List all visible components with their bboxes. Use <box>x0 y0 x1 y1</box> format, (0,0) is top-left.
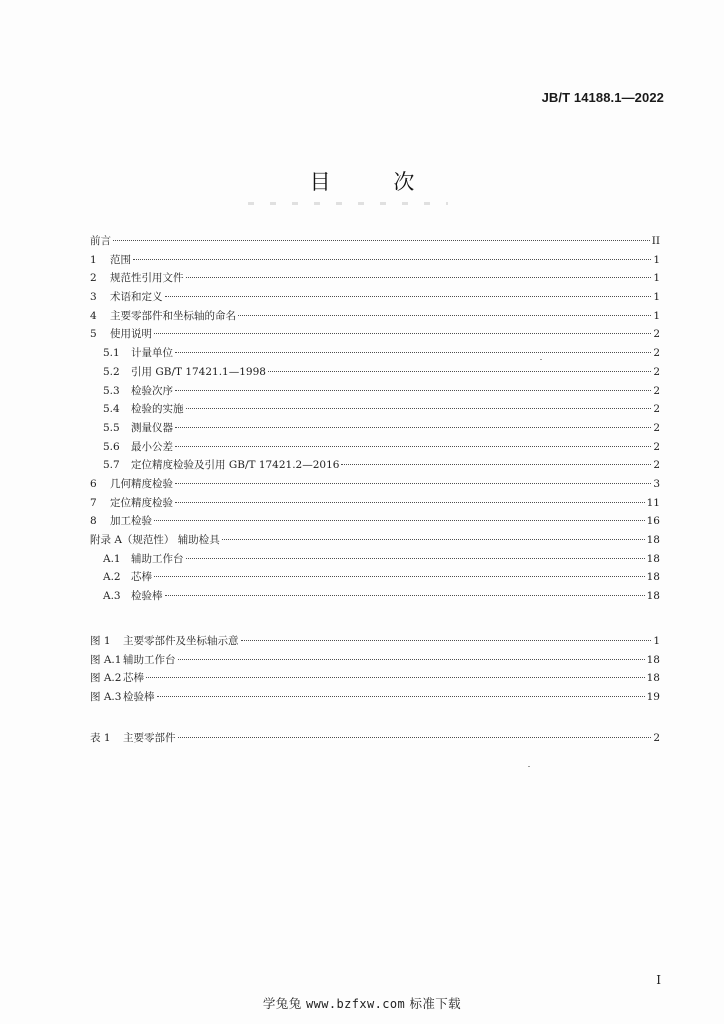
dot-leader <box>178 736 652 738</box>
toc-entry-text: 主要零部件 <box>123 732 176 744</box>
scan-speck <box>528 766 530 767</box>
toc-entry-text: 定位精度检验 <box>110 496 173 509</box>
toc-entry-page: 2 <box>653 732 660 744</box>
toc-entry-text: 使用说明 <box>110 328 152 341</box>
dot-leader <box>146 676 645 678</box>
toc-entry-label <box>90 632 239 651</box>
toc-entry-label <box>90 729 176 748</box>
dot-leader <box>241 639 652 641</box>
toc-entry-page: 19 <box>646 691 660 704</box>
dot-leader <box>186 557 645 559</box>
toc-entry-label: 前言 <box>90 235 111 247</box>
toc-entry-text: 检验的实施 <box>131 403 184 416</box>
toc-entry-label <box>90 288 163 307</box>
toc-entry-label <box>90 494 173 513</box>
dot-leader <box>238 314 651 316</box>
dot-leader <box>165 594 645 596</box>
toc-entry-machining-test[interactable] <box>90 512 660 531</box>
dot-leader <box>341 463 651 465</box>
toc-entry-terms[interactable] <box>90 288 660 307</box>
toc-entry-text: 计量单位 <box>131 347 173 360</box>
toc-entry-text: 主要零部件和坐标轴的命名 <box>110 309 236 322</box>
dot-leader <box>175 501 645 503</box>
toc-entry-label <box>90 363 266 382</box>
toc-entry-page: 1 <box>653 635 660 647</box>
toc-entry-page: 2 <box>653 365 660 378</box>
toc-entry-number: 2 <box>90 272 97 285</box>
toc-entry-page: 2 <box>653 459 660 472</box>
dot-leader <box>133 258 651 260</box>
toc-entry-label <box>90 651 176 670</box>
dot-leader <box>186 407 652 409</box>
toc-entry-5-5[interactable] <box>90 419 660 438</box>
toc-entry-5-1[interactable] <box>90 344 660 363</box>
toc-entry-number: 8 <box>90 515 97 528</box>
toc-entry-page: 2 <box>653 347 660 360</box>
dot-leader <box>165 295 652 297</box>
dot-leader <box>154 575 645 577</box>
toc-figure-list <box>90 632 660 707</box>
toc-entry-components-naming[interactable] <box>90 307 660 326</box>
toc-entry-page: 18 <box>646 552 660 565</box>
toc-entry-label <box>90 568 152 587</box>
toc-entry-number: 5 <box>90 328 97 341</box>
toc-figure-a-3[interactable] <box>90 688 660 707</box>
toc-entry-text: 范围 <box>110 253 131 266</box>
toc-entry-label <box>90 307 236 326</box>
toc-entry-number: 图 A.1 <box>90 653 122 666</box>
dot-leader <box>175 445 651 447</box>
toc-entry-text: 引用 GB/T 17421.1—1998 <box>131 365 266 378</box>
toc-table-1[interactable] <box>90 729 660 748</box>
toc-entry-label <box>90 587 163 606</box>
toc-entry-number: 4 <box>90 309 97 322</box>
toc-entry-text: 规范性引用文件 <box>110 272 184 285</box>
watermark-suffix: 标准下载 <box>409 996 462 1011</box>
toc-entry-page: 2 <box>653 421 660 434</box>
dot-leader <box>222 538 645 540</box>
toc-entry-label <box>90 400 184 419</box>
toc-entry-page: 1 <box>653 272 660 285</box>
toc-entry-text: 芯棒 <box>131 571 152 584</box>
toc-entry-label <box>90 512 152 531</box>
toc-entry-number: 1 <box>90 253 97 266</box>
toc-entry-page: 18 <box>646 571 660 584</box>
toc-entry-text: 最小公差 <box>131 440 173 453</box>
toc-entry-page: 3 <box>653 477 660 490</box>
toc-entry-page: 2 <box>653 328 660 341</box>
toc-entry-number: 5.6 <box>103 440 120 453</box>
toc-entry-label <box>90 475 173 494</box>
toc-entry-label <box>90 688 155 707</box>
toc-entry-5-6[interactable] <box>90 438 660 457</box>
toc-entry-number: A.2 <box>103 571 121 584</box>
toc-title: 目 次 <box>309 170 443 194</box>
toc-entry-page: 1 <box>653 291 660 304</box>
toc-entry-text: 加工检验 <box>110 515 152 528</box>
toc-entry-foreword[interactable] <box>90 232 660 251</box>
toc-entry-normative-references[interactable] <box>90 269 660 288</box>
toc-entry-label <box>90 251 131 270</box>
toc-entry-a-2[interactable] <box>90 568 660 587</box>
dot-leader <box>178 658 645 660</box>
toc-entry-label <box>90 419 173 438</box>
toc-entry-label <box>90 456 339 475</box>
toc-entry-page: 18 <box>646 590 660 603</box>
toc-entry-scope[interactable] <box>90 251 660 270</box>
toc-entry-number: 3 <box>90 291 97 304</box>
toc-entry-text: 芯棒 <box>123 672 144 685</box>
watermark <box>0 994 724 1012</box>
toc-entry-text: 检验棒 <box>131 590 163 603</box>
toc-entry-page: 16 <box>646 515 660 528</box>
dot-leader <box>154 519 645 521</box>
dot-leader <box>175 426 651 428</box>
toc-entry-number: 5.4 <box>103 403 120 416</box>
toc-table-list <box>90 729 660 748</box>
toc-entry-text: 主要零部件及坐标轴示意 <box>123 635 239 647</box>
dot-leader <box>175 482 651 484</box>
watermark-url: www.bzfxw.com <box>305 997 406 1011</box>
toc-entry-number: 5.2 <box>103 365 120 378</box>
toc-entry-5-7[interactable] <box>90 456 660 475</box>
toc-entry-page: 18 <box>646 653 660 666</box>
toc-entry-page: 18 <box>646 534 660 546</box>
toc-entry-text: 几何精度检验 <box>110 477 173 490</box>
toc-entry-number: 6 <box>90 477 97 490</box>
toc-entry-page: 1 <box>653 253 660 266</box>
toc-entry-page: 2 <box>653 384 660 397</box>
toc-entry-text: 辅助工作台 <box>123 653 176 666</box>
toc-entry-number: A.1 <box>103 552 121 565</box>
toc-entry-usage[interactable] <box>90 325 660 344</box>
toc-chapter-list <box>90 232 660 606</box>
scan-artifact-marks <box>248 202 448 205</box>
toc-entry-number: 5.1 <box>103 347 120 360</box>
toc-entry-annex-a[interactable] <box>90 531 660 550</box>
dot-leader <box>154 332 651 334</box>
toc-entry-number: 5.7 <box>103 459 120 472</box>
toc-entry-number: 表 1 <box>90 732 111 744</box>
toc-figure-a-1[interactable] <box>90 651 660 670</box>
dot-leader <box>157 695 645 697</box>
toc-entry-5-3[interactable] <box>90 382 660 401</box>
toc-entry-page: II <box>651 235 660 247</box>
toc-entry-page: 11 <box>646 496 660 509</box>
toc-entry-label <box>90 344 173 363</box>
toc-entry-label <box>90 382 173 401</box>
page-number: I <box>656 973 661 987</box>
toc-entry-5-4[interactable] <box>90 400 660 419</box>
toc-entry-number: 5.5 <box>103 421 120 434</box>
toc-entry-label: 附录 A（规范性） 辅助检具 <box>90 534 220 546</box>
dot-leader <box>175 351 651 353</box>
toc-entry-a-1[interactable] <box>90 550 660 569</box>
toc-entry-text: 测量仪器 <box>131 421 173 434</box>
toc-entry-label <box>90 550 184 569</box>
toc-entry-positioning-accuracy[interactable] <box>90 494 660 513</box>
toc-entry-text: 检验棒 <box>123 691 155 704</box>
toc-entry-page: 2 <box>653 440 660 453</box>
document-number: JB/T 14188.1—2022 <box>541 90 664 105</box>
toc-entry-text: 辅助工作台 <box>131 552 184 565</box>
toc-entry-text: 术语和定义 <box>110 291 163 304</box>
toc-entry-label <box>90 669 144 688</box>
toc-figure-a-2[interactable] <box>90 669 660 688</box>
toc-entry-geometric-accuracy[interactable] <box>90 475 660 494</box>
toc-entry-label <box>90 325 152 344</box>
toc-entry-page: 1 <box>653 309 660 322</box>
toc-entry-number: 图 1 <box>90 635 111 647</box>
toc-entry-label <box>90 269 184 288</box>
toc-entry-text: 检验次序 <box>131 384 173 397</box>
toc-entry-number: 图 A.3 <box>90 691 122 704</box>
toc-entry-number: 7 <box>90 496 97 509</box>
toc-entry-number: A.3 <box>103 590 121 603</box>
dot-leader <box>113 239 650 241</box>
dot-leader <box>268 370 651 372</box>
dot-leader <box>186 276 652 278</box>
toc-entry-a-3[interactable] <box>90 587 660 606</box>
scan-speck <box>540 359 542 360</box>
toc-figure-1[interactable] <box>90 632 660 651</box>
watermark-prefix: 学兔兔 <box>262 996 302 1011</box>
toc-entry-label <box>90 438 173 457</box>
toc-entry-number: 5.3 <box>103 384 120 397</box>
toc-entry-page: 2 <box>653 403 660 416</box>
toc-entry-5-2[interactable] <box>90 363 660 382</box>
dot-leader <box>175 389 651 391</box>
toc-entry-text: 定位精度检验及引用 GB/T 17421.2—2016 <box>131 459 340 472</box>
toc-entry-page: 18 <box>646 672 660 685</box>
toc-entry-number: 图 A.2 <box>90 672 122 685</box>
